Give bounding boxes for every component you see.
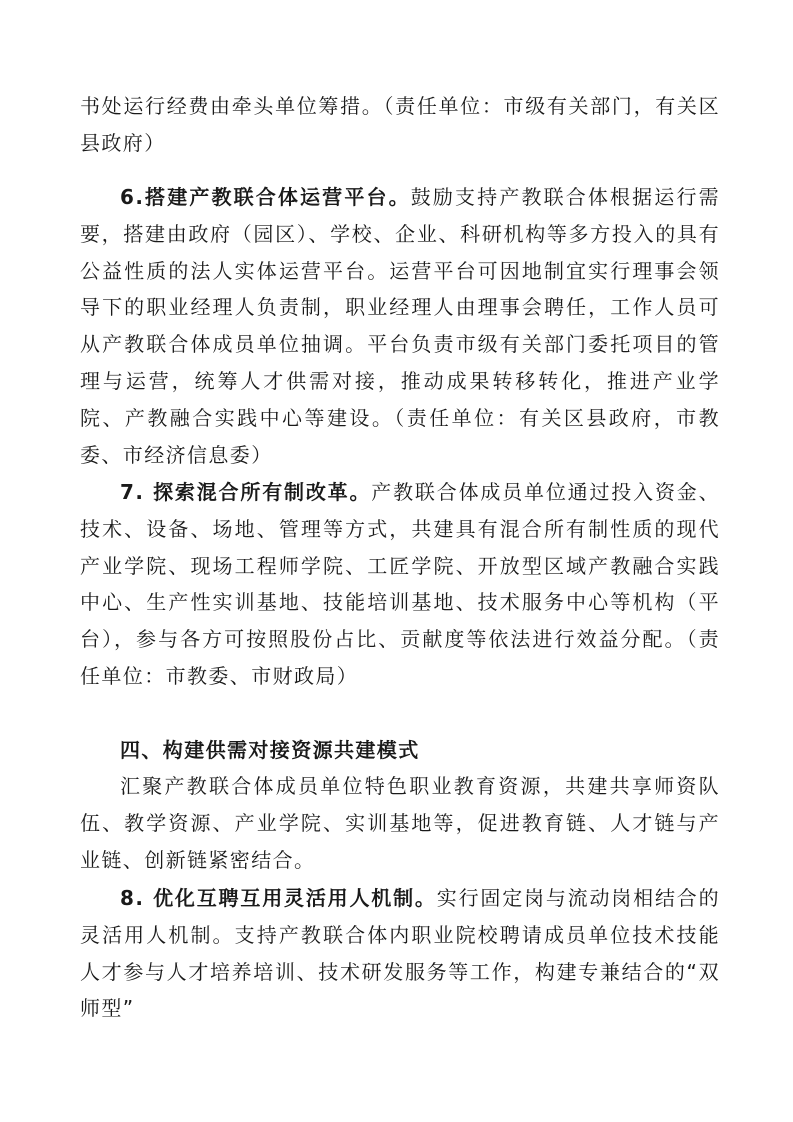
- section-4-intro: [80, 768, 720, 878]
- paragraph-item-8: [80, 880, 720, 1027]
- paragraph-text: 书处运行经费由牵头单位筹措。（责任单位：市级有关部门，有关区县政府）: [80, 94, 720, 155]
- section-heading-4: 四、构建供需对接资源共建模式: [120, 738, 420, 762]
- item-6-text: 鼓励支持产教联合体根据运行需要，搭建由政府（园区）、学校、企业、科研机构等多方投入的具有公益性质的法人实体运营平台。运营平台可因地制宜实行理事会领导下的职业经理人负责制，职业经理人由理事会聘任，工作人员可从产教联合体成员单位抽调。平台负责市级有关部门委托项目的管理与运营，统筹人才供需对接，推动成果转移转化，推进产业学院、产教融合实践中心等建设。（责任单位：有关区县政府，市教委、市经济信息委）: [80, 185, 720, 467]
- item-8-text: 实行固定岗与流动岗相结合的灵活用人机制。支持产教联合体内职业院校聘请成员单位技术技能人才参与人才培养培训、技术研发服务等工作，构建专兼结合的“双师型”: [80, 886, 720, 1021]
- paragraph-item-6: [80, 179, 720, 473]
- section-4-text: 汇聚产教联合体成员单位特色职业教育资源，共建共享师资队伍、教学资源、产业学院、实训基地等，促进教育链、人才链与产业链、创新链紧密结合。: [80, 774, 720, 872]
- item-7-text: 产教联合体成员单位通过投入资金、技术、设备、场地、管理等方式，共建具有混合所有制性质的现代产业学院、现场工程师学院、工匠学院、开放型区域产教融合实践中心、生产性实训基地、技能培训基地、技术服务中心等机构（平台），参与各方可按照股份占比、贡献度等依法进行效益分配。（责任单位：市教委、市财政局）: [80, 480, 720, 688]
- paragraph-continuation: [80, 88, 720, 162]
- paragraph-item-7: [80, 474, 720, 695]
- item-8-title: 8. 优化互聘互用灵活用人机制。: [120, 886, 437, 910]
- item-6-title: 6.搭建产教联合体运营平台。: [120, 185, 411, 209]
- item-7-title: 7. 探索混合所有制改革。: [120, 480, 372, 504]
